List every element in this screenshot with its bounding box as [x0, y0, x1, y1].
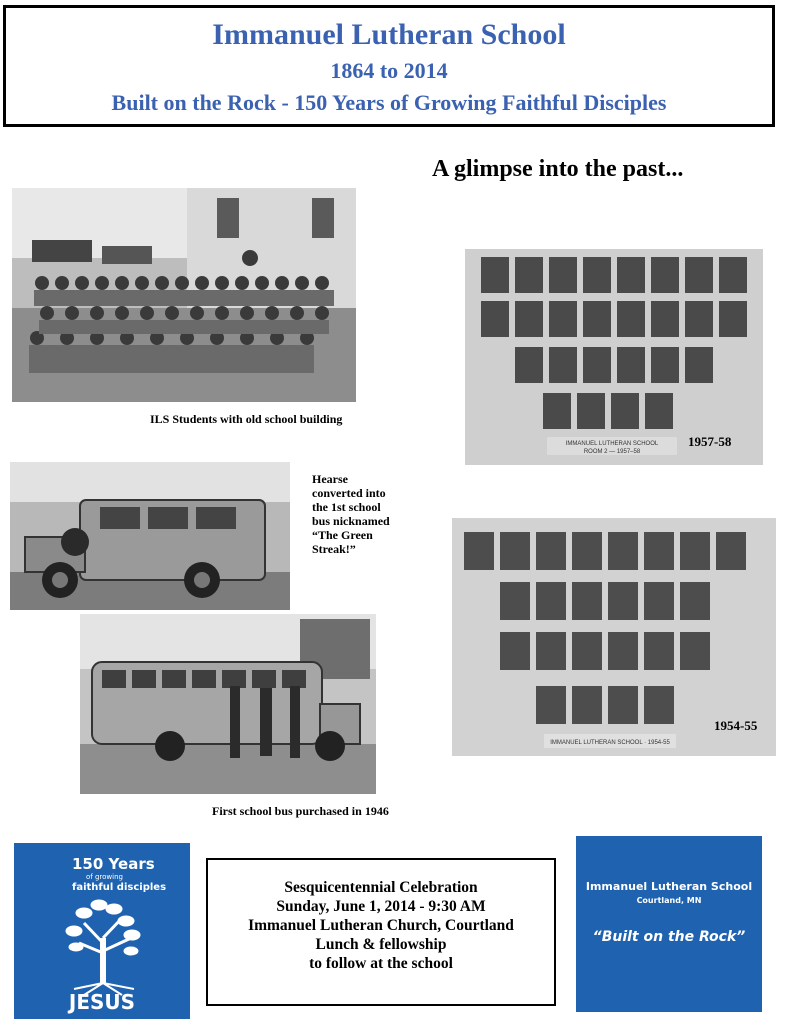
bus-caption: First school bus purchased in 1946 — [212, 804, 389, 818]
students-caption: ILS Students with old school building — [150, 412, 343, 426]
event-line: Sesquicentennial Celebration — [284, 879, 478, 896]
school-title: Immanuel Lutheran School — [212, 18, 566, 51]
logo-school-name: Immanuel Lutheran School — [585, 880, 753, 893]
header-banner — [3, 5, 775, 127]
logo-place: Courtland, MN — [636, 896, 702, 905]
class-1954-label: 1954-55 — [714, 718, 758, 733]
class-1954-plaque: IMMANUEL LUTHERAN SCHOOL · 1954-55 — [550, 740, 670, 746]
hearse-note-line: converted into — [312, 486, 386, 500]
hearse-note-line: bus nicknamed — [312, 514, 390, 528]
first-bus-photo — [80, 614, 376, 794]
event-line: to follow at the school — [309, 955, 453, 972]
glimpse-heading: A glimpse into the past... — [432, 156, 684, 182]
event-line: Immanuel Lutheran Church, Courtland — [248, 917, 514, 934]
class-1957-plaque-line2: ROOM 2 — 1957–58 — [583, 449, 641, 455]
tree-icon — [66, 900, 140, 995]
class-1957-plaque-line1: IMMANUEL LUTHERAN SCHOOL — [565, 441, 659, 447]
hearse-note-line: Hearse — [312, 472, 348, 486]
logo-motto: “Built on the Rock” — [592, 929, 746, 945]
anniversary-years: 1864 to 2014 — [330, 58, 448, 83]
hearse-note — [312, 472, 402, 556]
anniversary-logo — [14, 843, 190, 1019]
event-details — [206, 858, 556, 1006]
school-logo — [576, 836, 762, 1012]
tagline: Built on the Rock - 150 Years of Growing Faithful Disciples — [111, 90, 667, 115]
hearse-note-line: the 1st school — [312, 500, 381, 514]
event-line: Sunday, June 1, 2014 - 9:30 AM — [276, 898, 486, 915]
logo-line1: 150 Years — [72, 855, 155, 873]
event-line: Lunch & fellowship — [315, 936, 447, 953]
students-photo — [12, 188, 356, 402]
hearse-bus-photo — [10, 462, 290, 610]
logo-jesus: JESUS — [68, 990, 136, 1014]
class-1957-photo — [465, 249, 763, 465]
hearse-note-line: Streak!” — [312, 542, 356, 556]
class-1957-label: 1957-58 — [688, 434, 732, 449]
logo-line2: of growing — [86, 873, 123, 881]
hearse-note-line: “The Green — [312, 528, 373, 542]
logo-line3: faithful disciples — [72, 882, 167, 893]
